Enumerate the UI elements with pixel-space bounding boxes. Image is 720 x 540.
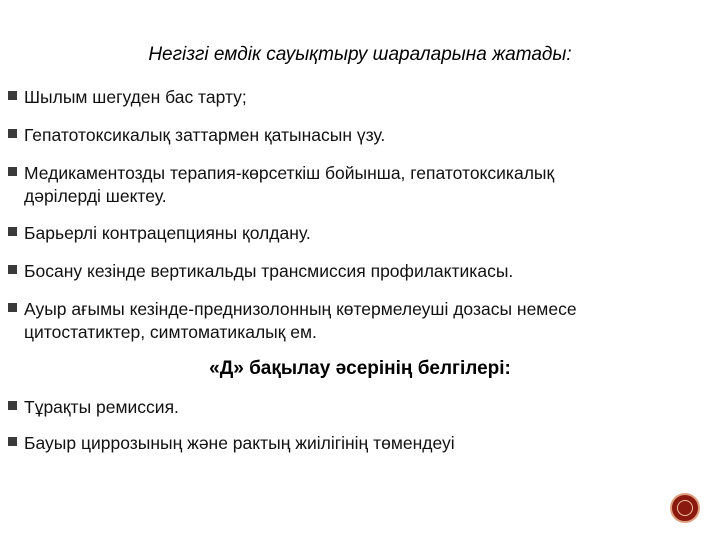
subheading: «Д» бақылау әсерінің белгілері: xyxy=(209,358,511,379)
list-item-text: Босану кезінде вертикальды трансмиссия профилактикасы. xyxy=(24,261,514,281)
list-item-text-continued: цитостатиктер, симтоматикалық ем. xyxy=(24,322,317,342)
list-item-text: Тұрақты ремиссия. xyxy=(24,397,179,417)
square-bullet-icon xyxy=(8,401,17,410)
slide-title: Негізгі емдік сауықтыру шараларына жатады: xyxy=(148,44,572,65)
circle-badge-icon xyxy=(670,493,700,523)
square-bullet-icon xyxy=(8,91,17,100)
square-bullet-icon xyxy=(8,129,17,138)
list-item-text: Шылым шегуден бас тарту; xyxy=(24,87,247,107)
square-bullet-icon xyxy=(8,303,17,312)
square-bullet-icon xyxy=(8,227,17,236)
list-item-text-continued: дәрілерді шектеу. xyxy=(24,186,167,206)
square-bullet-icon xyxy=(8,437,17,446)
square-bullet-icon xyxy=(8,167,17,176)
list-item-text: Гепатотоксикалық заттармен қатынасын үзу. xyxy=(24,125,386,145)
list-item-text: Ауыр ағымы кезінде-преднизолонның көтермелеуші дозасы немесе xyxy=(24,299,577,319)
list-item-text: Бауыр циррозының және рактың жиілігінің төмендеуі xyxy=(24,433,455,453)
square-bullet-icon xyxy=(8,265,17,274)
list-item-text: Барьерлі контрацепцияны қолдану. xyxy=(24,223,311,243)
list-item-text: Медикаментозды терапия-көрсеткіш бойынша, гепатотоксикалық xyxy=(24,163,555,183)
